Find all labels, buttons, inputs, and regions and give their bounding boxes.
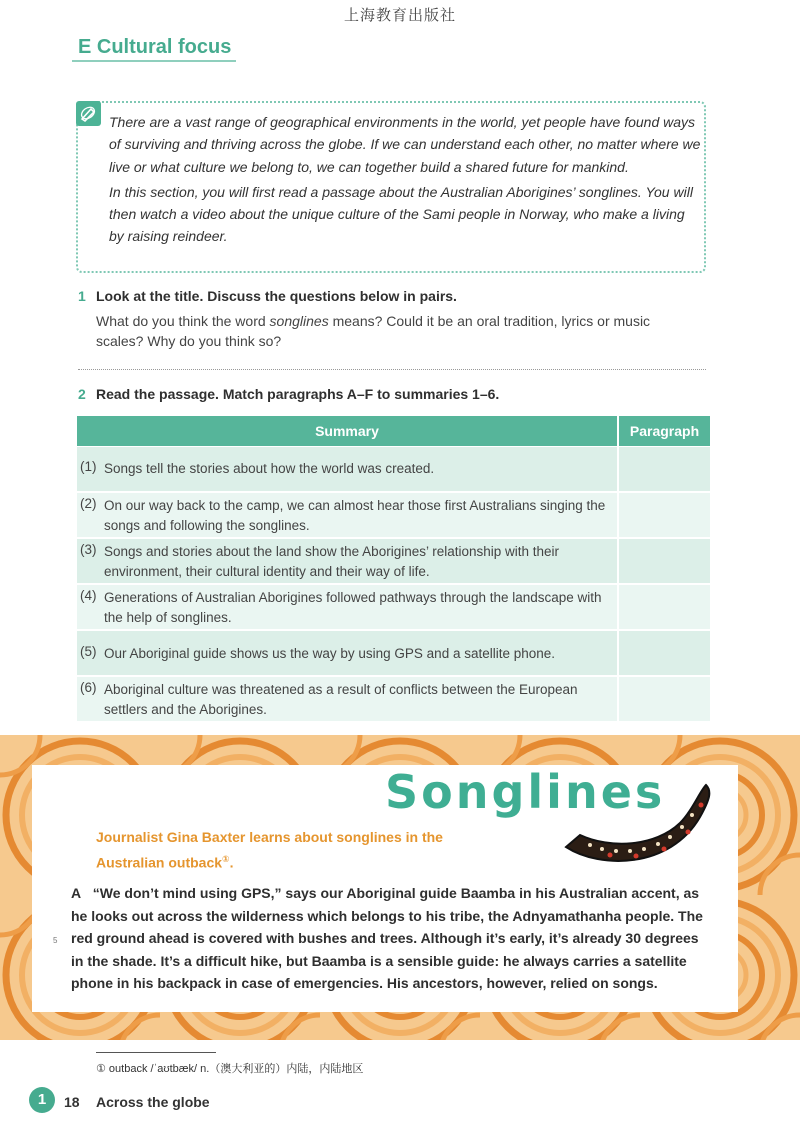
row-summary: Generations of Australian Aborigines followed pathways through the landscape with the help of songlines. — [104, 590, 602, 625]
row-summary: Songs tell the stories about how the world was created. — [104, 461, 435, 476]
subtitle-text: Journalist Gina Baxter learns about songlines in the Australian outback — [96, 829, 443, 871]
table-row — [77, 631, 710, 675]
footnote-marker: ① — [222, 854, 230, 864]
paragraph-answer-cell[interactable] — [619, 677, 710, 721]
answer-line — [78, 369, 706, 370]
paragraph-answer-cell[interactable] — [619, 631, 710, 675]
reading-subtitle: Journalist Gina Baxter learns about songlines in the Australian outback①. — [96, 829, 443, 871]
paragraph-letter: A — [71, 885, 82, 901]
table-row — [77, 447, 710, 491]
task-1-number: 1 — [78, 288, 86, 304]
paragraph-a — [71, 882, 713, 995]
unit-badge: 1 — [29, 1087, 55, 1113]
row-summary: Songs and stories about the land show the Aborigines’ relationship with their environment, their cultural identity and their way of life. — [104, 544, 560, 579]
row-number: (5) — [80, 644, 97, 659]
footnote-rule — [96, 1052, 216, 1053]
chapter-title: Across the globe — [96, 1094, 210, 1110]
intro-paragraph-2: In this section, you will first read a passage about the Australian Aborigines’ songlines. You will then watch a video about the unique culture of the Sami people in Norway, who make a living by raising reindeer. — [109, 183, 693, 245]
intro-text — [109, 111, 701, 251]
task-1-title: Look at the title. Discuss the questions below in pairs. — [96, 288, 457, 304]
paragraph-answer-cell[interactable] — [619, 447, 710, 491]
table-row — [77, 539, 710, 583]
task-1-body-end: means? Could it be an oral tradition, lyrics or music scales? Why do you think so? — [96, 313, 651, 349]
publisher-name: 上海教育出版社 — [343, 7, 456, 24]
table-row — [77, 493, 710, 537]
footnote: ① outback /ˈaʊtbæk/ n.（澳大利亚的）内陆，内陆地区 — [96, 1063, 364, 1075]
line-number: 5 — [53, 936, 58, 945]
row-number: (3) — [80, 542, 97, 557]
paragraph-answer-cell[interactable] — [619, 539, 710, 583]
pen-icon — [76, 101, 101, 126]
header-summary: Summary — [77, 416, 617, 446]
page-number: 18 — [64, 1094, 80, 1110]
paragraph-answer-cell[interactable] — [619, 493, 710, 537]
reading-title: Songlines — [385, 765, 666, 819]
table-row — [77, 677, 710, 721]
task-2-title: Read the passage. Match paragraphs A–F to summaries 1–6. — [96, 386, 500, 402]
table-header — [77, 416, 710, 446]
row-summary: Aboriginal culture was threatened as a result of conflicts between the European settlers and the Aborigines. — [104, 682, 578, 717]
paragraph-answer-cell[interactable] — [619, 585, 710, 629]
row-number: (6) — [80, 680, 97, 695]
row-number: (2) — [80, 496, 97, 511]
header-paragraph: Paragraph — [619, 416, 710, 446]
task-1-body — [96, 311, 686, 351]
row-number: (1) — [80, 459, 97, 474]
task-1-body-start: What do you think the word — [96, 313, 270, 329]
task-1-term: songlines — [269, 313, 329, 329]
task-2-number: 2 — [78, 386, 86, 402]
intro-paragraph-1: There are a vast range of geographical environments in the world, yet people have found ways of surviving and thriving across the globe. If we can understand each other, no matter where we live or what culture we belong to, we can together build a shared future for mankind. — [109, 114, 701, 175]
row-summary: Our Aboriginal guide shows us the way by using GPS and a satellite phone. — [104, 646, 556, 661]
table-row — [77, 585, 710, 629]
paragraph-a-text: “We don’t mind using GPS,” says our Aboriginal guide Baamba in his Australian accent, as he looks out across the wilderness which belongs to his tribe, the Adnyamathanha people. The red ground ahead is covered with bushes and trees. Although it’s early, it’s already 30 degrees in the shade. It’s a difficult hike, but Baamba is a sensible guide: he always carries a satellite phone in his backpack in case of emergencies. His ancestors, however, relied on songs. — [71, 885, 703, 991]
row-number: (4) — [80, 588, 97, 603]
section-title-underline — [72, 60, 236, 62]
section-title: E Cultural focus — [78, 36, 232, 58]
row-summary: On our way back to the camp, we can almost hear those first Australians singing the songs and following the songlines. — [104, 498, 606, 533]
boomerang-icon — [560, 777, 730, 877]
